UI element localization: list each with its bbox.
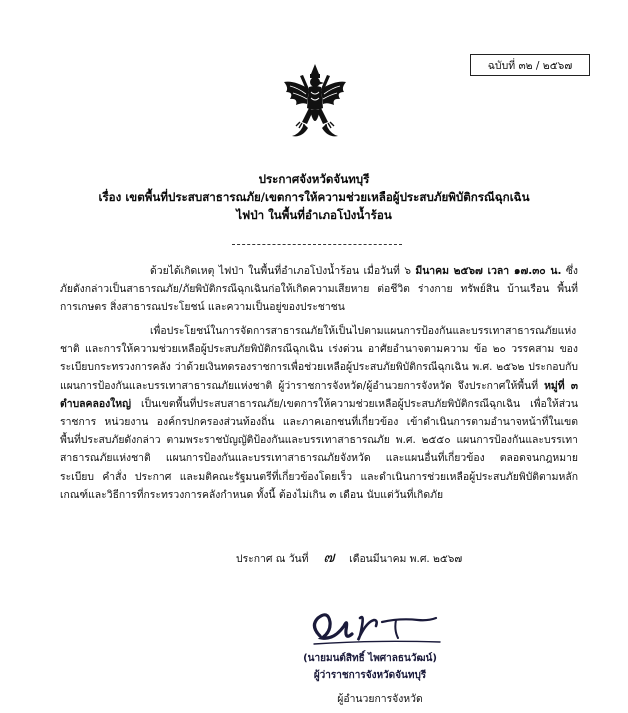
signatory-title: ผู้ว่าราชการจังหวัดจันทบุรี: [313, 670, 427, 681]
paragraph-incident-post: ซึ่งภัยดังกล่าวเป็นสาธารณภัย/ภัยพิบัติกรณีฉุกเฉินก่อให้เกิดความเสียหาย ต่อชีวิต ร่างกาย ทรัพย์สิน บ้านเรือน พื้นที่การเกษตร สิ่งสาธารณประโยชน์ และความเป็นอยู่ของประชาชน: [60, 265, 578, 314]
title-divider: [232, 244, 402, 245]
announcement-date: [236, 548, 556, 568]
handwritten-signature: [300, 596, 450, 648]
paragraph-declaration-pre: เพื่อประโยชน์ในการจัดการสาธารณภัยให้เป็นไปตามแผนการป้องกันและบรรเทาสาธารณภัยแห่งชาติ และการให้ความช่วยเหลือผู้ประสบภัยพิบัติกรณีฉุกเฉิน เร่งด่วน อาศัยอำนาจตามความ ข้อ ๒๐ วรรคสาม ของระเบียบกระทรวงการคลัง ว่าด้วยเงินทดรองราชการเพื่อช่วยเหลือผู้ประสบภัยพิบัติกรณีฉุกเฉิน พ.ศ. ๒๕๖๒ ประกอบกับแผนการป้องกันและบรรเทาสาธารณภัยแห่งชาติ ผู้ว่าราชการจังหวัด/ผู้อำนวยการจังหวัด จึงประกาศให้พื้นที่: [60, 325, 578, 392]
paragraph-declaration-post: เป็นเขตพื้นที่ประสบสาธารณภัย/เขตการให้ความช่วยเหลือผู้ประสบภัยพิบัติกรณีฉุกเฉิน เพื่อให้ส่วนราชการ หน่วยงาน องค์กรปกครองส่วนท้องถิ่น และภาคเอกชนที่เกี่ยวข้อง เข้าดำเนินการตามอำนาจหน้าที่ในเขตพื้นที่ประสบภัยดังกล่าว ตามพระราชบัญญัติป้องกันและบรรเทาสาธารณภัย พ.ศ. ๒๕๕๐ แผนการป้องกันและบรรเทาสาธารณภัยแห่งชาติ แผนการป้องกันและบรรเทาสาธารณภัยจังหวัด และแผนอื่นที่เกี่ยวข้อง ตลอดจนกฎหมาย ระเบียบ คำสั่ง ประกาศ และมติคณะรัฐมนตรีที่เกี่ยวข้องโดยเร็ว และดำเนินการช่วยเหลือผู้ประสบภัยพิบัติตามหลักเกณฑ์และวิธีการที่กระทรวงการคลังกำหนด ทั้งนี้ ต้องไม่เกิน ๓ เดือน นับแต่วันที่เกิดภัย: [60, 397, 578, 501]
paragraph-incident-pre: ด้วยได้เกิดเหตุ ไฟป่า ในพื้นที่อำเภอโป่งน้ำร้อน เมื่อวันที่ ๖: [150, 265, 416, 277]
paragraph-declaration: [60, 322, 578, 504]
date-month-year: เดือนมีนาคม พ.ศ. ๒๕๖๗: [349, 553, 463, 565]
paragraph-declaration-area: หมู่ที่ ๓ ตำบลคลองใหญ่: [60, 379, 578, 410]
paragraph-incident-date: มีนาคม ๒๕๖๗ เวลา ๑๗.๓๐ น.: [415, 265, 562, 277]
signatory-role: ผู้อำนวยการจังหวัด: [337, 693, 423, 705]
paragraph-incident: [60, 262, 578, 317]
announcement-title: ประกาศจังหวัดจันทบุรี: [258, 172, 370, 186]
date-day: ๗: [323, 548, 335, 566]
announcement-subject: เรื่อง เขตพื้นที่ประสบสาธารณภัย/เขตการให้ความช่วยเหลือผู้ประสบภัยพิบัติกรณีฉุกเฉิน: [98, 190, 530, 204]
date-prefix: ประกาศ ณ วันที่: [236, 553, 309, 565]
announcement-subject-location: ไฟป่า ในพื้นที่อำเภอโป่งน้ำร้อน: [236, 208, 392, 222]
garuda-emblem-icon: [280, 62, 350, 142]
signatory-name: (นายมนต์สิทธิ์ ไพศาลธนวัฒน์): [303, 653, 437, 664]
document-number-box: ฉบับที่ ๓๒ / ๒๕๖๗: [470, 54, 590, 76]
